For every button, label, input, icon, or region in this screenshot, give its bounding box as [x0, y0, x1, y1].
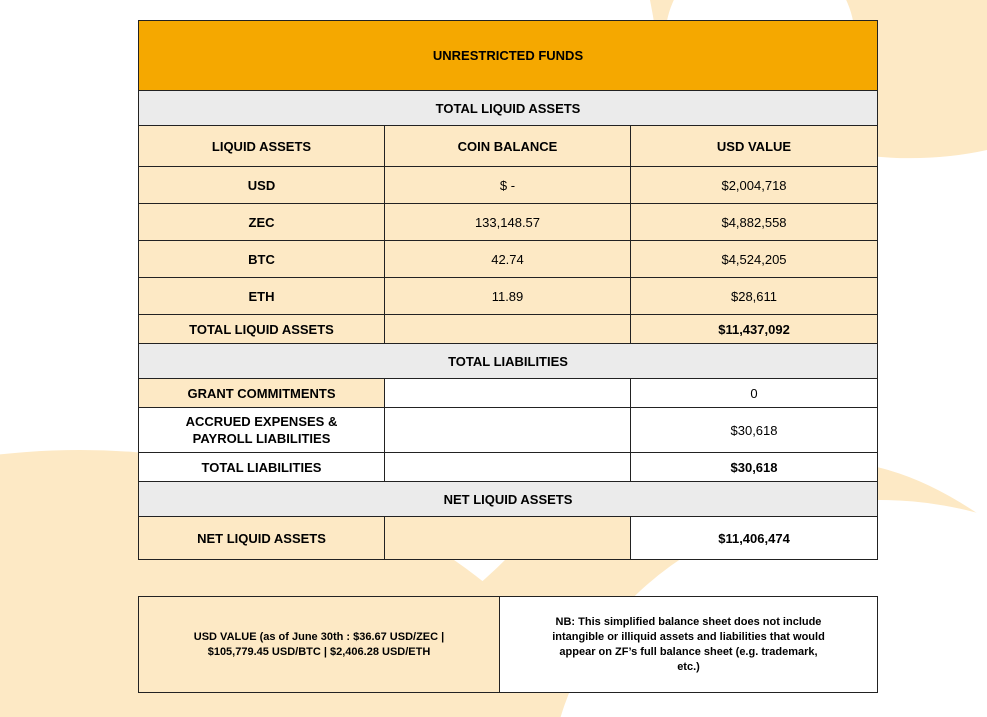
column-header-row — [139, 126, 878, 167]
table-title: UNRESTRICTED FUNDS — [139, 21, 878, 91]
asset-row: USD $ - $2,004,718 — [139, 167, 878, 204]
net-liquid-value: $11,406,474 — [631, 517, 878, 560]
asset-row: ETH 11.89 $28,611 — [139, 278, 878, 315]
title-row — [139, 21, 878, 91]
notes-table — [138, 596, 878, 693]
section-header-liabilities: TOTAL LIABILITIES — [139, 344, 878, 379]
total-liquid-row: TOTAL LIQUID ASSETS $11,437,092 — [139, 315, 878, 344]
asset-row: BTC 42.74 $4,524,205 — [139, 241, 878, 278]
liability-row: ACCRUED EXPENSES & PAYROLL LIABILITIES $30,618 — [139, 408, 878, 453]
net-liquid-row: NET LIQUID ASSETS $11,406,474 — [139, 517, 878, 560]
column-header: COIN BALANCE — [385, 126, 631, 167]
column-header: LIQUID ASSETS — [139, 126, 385, 167]
balance-sheet — [138, 20, 877, 560]
section-header-net: NET LIQUID ASSETS — [139, 482, 878, 517]
balance-table — [138, 20, 878, 560]
section-header-liquid: TOTAL LIQUID ASSETS — [139, 91, 878, 126]
usd-value-note: USD VALUE (as of June 30th : $36.67 USD/ZEC | $105,779.45 USD/BTC | $2,406.28 USD/ETH — [139, 597, 500, 693]
total-liabilities-row: TOTAL LIABILITIES $30,618 — [139, 453, 878, 482]
asset-row: ZEC 133,148.57 $4,882,558 — [139, 204, 878, 241]
nb-note: NB: This simplified balance sheet does not include intangible or illiquid assets and liabilities that would appear on ZF’s full balance sheet (e.g. trademark, etc.) — [500, 597, 878, 693]
liability-row: GRANT COMMITMENTS 0 — [139, 379, 878, 408]
column-header: USD VALUE — [631, 126, 878, 167]
total-liquid-value: $11,437,092 — [631, 315, 878, 344]
total-liabilities-value: $30,618 — [631, 453, 878, 482]
